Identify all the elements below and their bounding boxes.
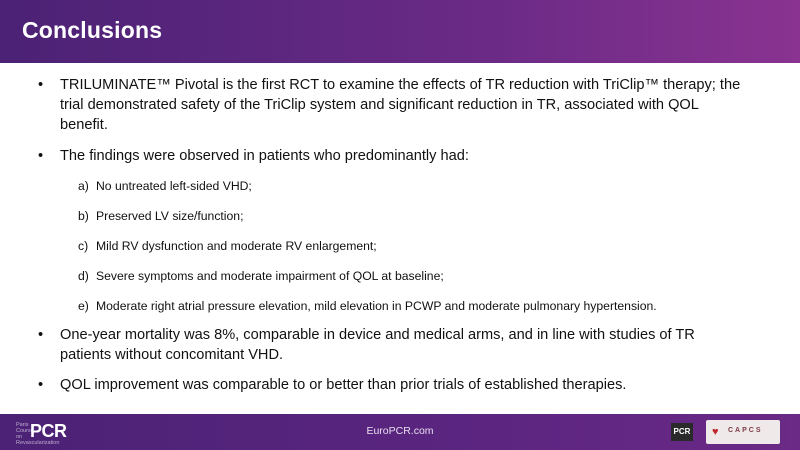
sub-item-c [78, 238, 377, 254]
bullet-text [60, 146, 765, 166]
bullet-line: benefit. [60, 117, 108, 133]
bullet-text [60, 75, 765, 135]
bullet-line: patients without concomitant VHD. [60, 347, 284, 363]
sub-item-marker: e) [78, 299, 89, 313]
partner-logo [706, 420, 780, 444]
bullet-icon: • [38, 327, 44, 343]
bullet-line: trial demonstrated safety of the TriClip system and significant reduction in TR, associated with QOL [60, 97, 699, 113]
sub-item-e [78, 298, 657, 314]
sub-item-marker: c) [78, 239, 89, 253]
sub-item-marker: b) [78, 209, 89, 223]
bullet-icon: • [38, 377, 44, 393]
partner-logo-text: CAPCS [728, 427, 763, 434]
sub-item-marker: a) [78, 179, 89, 193]
slide-title: Conclusions [22, 17, 163, 43]
sub-item-text: Preserved LV size/function; [96, 209, 244, 223]
sub-item-text: No untreated left-sided VHD; [96, 179, 252, 193]
heart-icon: ♥ [712, 426, 719, 438]
bullet-line: QOL improvement was comparable to or better than prior trials of established therapies. [60, 377, 627, 393]
sub-item-text: Mild RV dysfunction and moderate RV enlargement; [96, 239, 377, 253]
pcr-small-logo: PCR [671, 423, 693, 441]
sub-item-text: Moderate right atrial pressure elevation, mild elevation in PCWP and moderate pulmonary hypertension. [96, 299, 657, 313]
sub-item-text: Severe symptoms and moderate impairment of QOL at baseline; [96, 269, 444, 283]
footer-website: EuroPCR.com [366, 425, 434, 437]
bullet-line: The findings were observed in patients who predominantly had: [60, 148, 469, 164]
bullet-icon: • [38, 148, 44, 164]
footer-bar [0, 414, 800, 450]
bullet-line: TRILUMINATE™ Pivotal is the first RCT to examine the effects of TR reduction with TriClip™ therapy; the [60, 77, 741, 93]
sub-item-marker: d) [78, 269, 89, 283]
pcr-logo-subtitle: Paris Course on Revascularization [16, 422, 60, 446]
bullet-text [60, 325, 765, 365]
bullet-line: One-year mortality was 8%, comparable in device and medical arms, and in line with studies of TR [60, 327, 695, 343]
sub-item-a [78, 178, 252, 194]
pcr-logo-text: PCR [30, 421, 67, 441]
bullet-icon: • [38, 77, 44, 93]
sub-item-b [78, 208, 243, 224]
title-bar [0, 0, 800, 63]
sub-item-d [78, 268, 444, 284]
bullet-text [60, 375, 765, 395]
